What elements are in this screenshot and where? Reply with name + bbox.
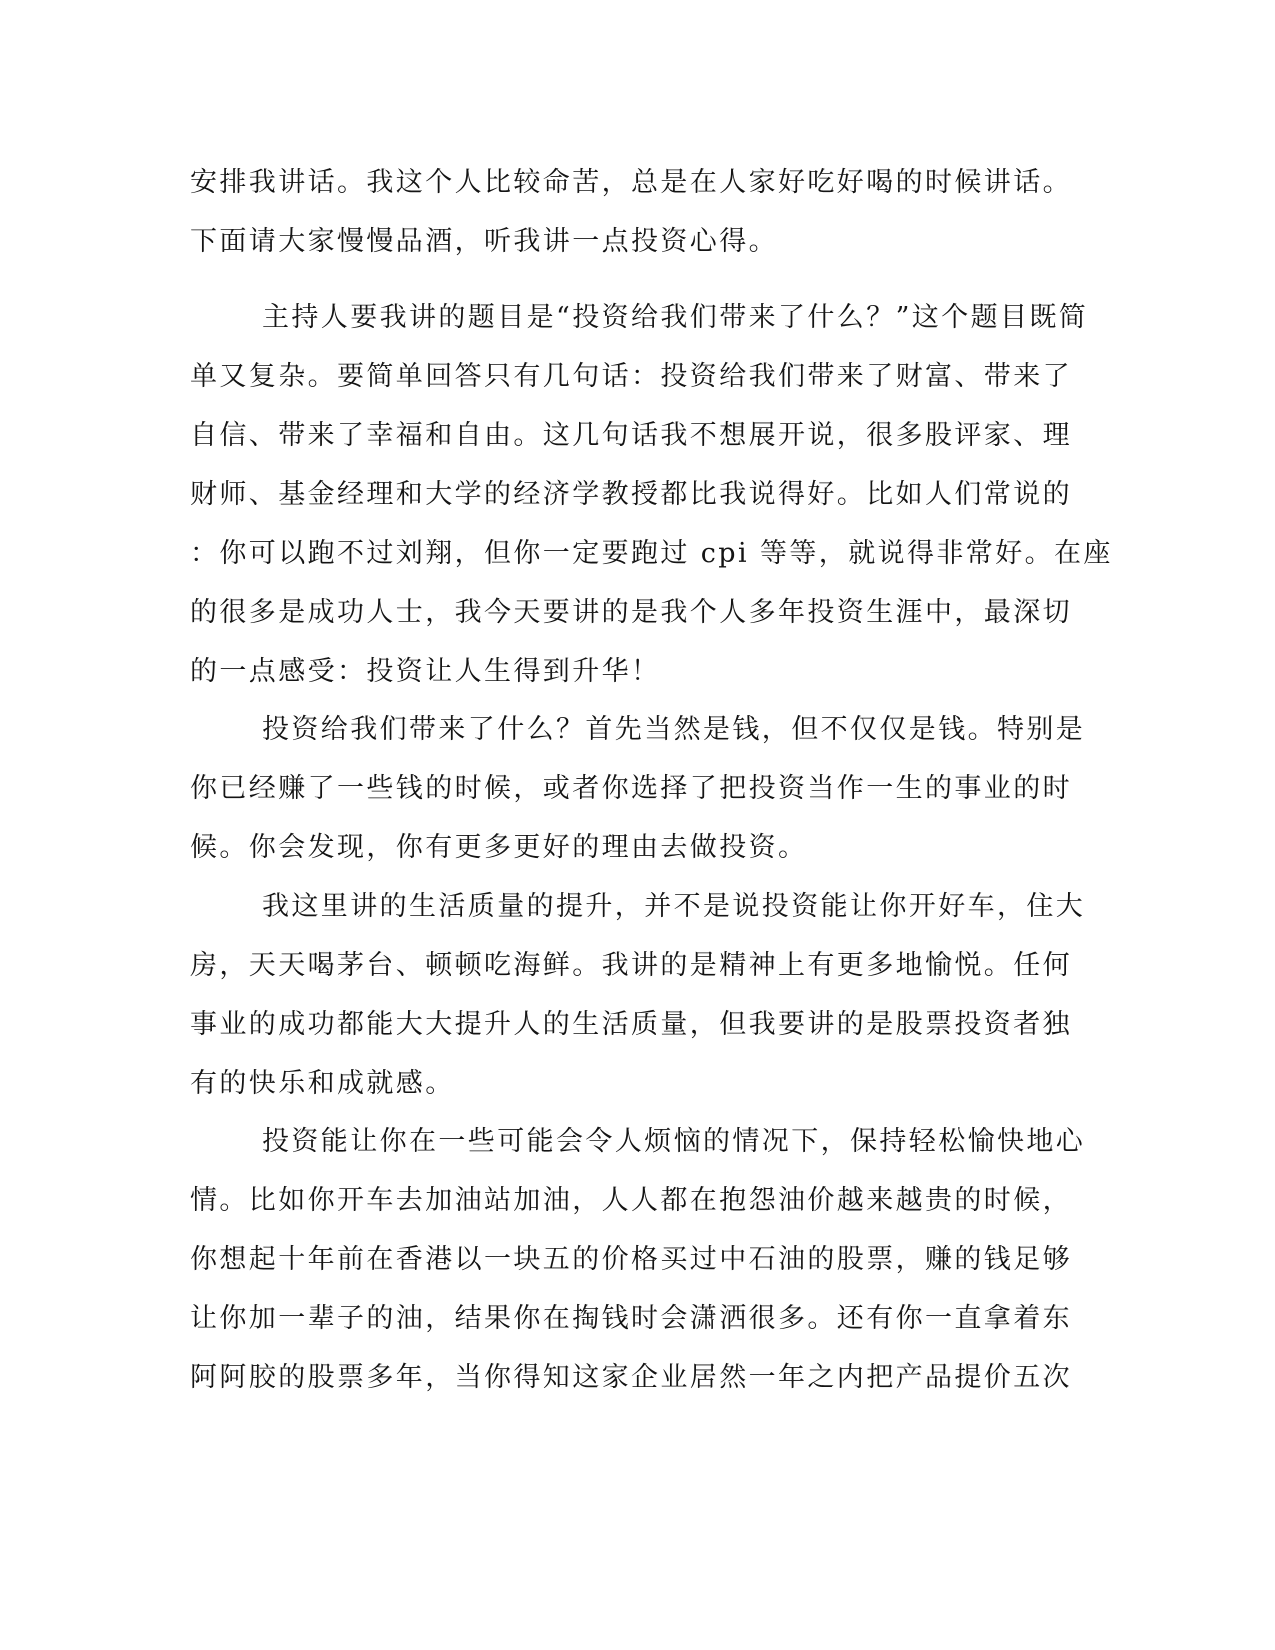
text-line: 单又复杂。要简单回答只有几句话：投资给我们带来了财富、带来了 — [190, 361, 1072, 392]
text-line: 安排我讲话。我这个人比较命苦，总是在人家好吃好喝的时候讲话。 — [190, 167, 1072, 198]
text-line: 事业的成功都能大大提升人的生活质量，但我要讲的是股票投资者独 — [190, 1009, 1072, 1040]
text-line: 下面请大家慢慢品酒，听我讲一点投资心得。 — [190, 226, 778, 257]
paragraph-first-line: 我这里讲的生活质量的提升，并不是说投资能让你开好车，住大 — [262, 891, 1086, 922]
text-line: 自信、带来了幸福和自由。这几句话我不想展开说，很多股评家、理 — [190, 420, 1072, 451]
text-line: 候。你会发现，你有更多更好的理由去做投资。 — [190, 832, 808, 863]
paragraph-first-line: 投资给我们带来了什么？首先当然是钱，但不仅仅是钱。特别是 — [262, 714, 1086, 745]
paragraph-first-line: 投资能让你在一些可能会令人烦恼的情况下，保持轻松愉快地心 — [262, 1126, 1086, 1157]
text-line: 阿阿胶的股票多年，当你得知这家企业居然一年之内把产品提价五次 — [190, 1362, 1072, 1393]
text-line: 你已经赚了一些钱的时候，或者你选择了把投资当作一生的事业的时 — [190, 773, 1072, 804]
text-line: 财师、基金经理和大学的经济学教授都比我说得好。比如人们常说的 — [190, 479, 1072, 510]
text-line: 有的快乐和成就感。 — [190, 1068, 455, 1099]
text-line: 的很多是成功人士，我今天要讲的是我个人多年投资生涯中，最深切 — [190, 597, 1072, 628]
text-line: 的一点感受：投资让人生得到升华！ — [190, 656, 661, 687]
text-line: 你想起十年前在香港以一块五的价格买过中石油的股票，赚的钱足够 — [190, 1244, 1072, 1275]
text-line: 房，天天喝茅台、顿顿吃海鲜。我讲的是精神上有更多地愉悦。任何 — [190, 950, 1072, 981]
text-line: 让你加一辈子的油，结果你在掏钱时会潇洒很多。还有你一直拿着东 — [190, 1303, 1072, 1334]
text-line: ：你可以跑不过刘翔，但你一定要跑过 cpi 等等，就说得非常好。在座 — [190, 538, 1113, 569]
paragraph-first-line: 主持人要我讲的题目是“投资给我们带来了什么？”这个题目既简 — [262, 302, 1089, 333]
text-line: 情。比如你开车去加油站加油，人人都在抱怨油价越来越贵的时候， — [190, 1185, 1072, 1216]
